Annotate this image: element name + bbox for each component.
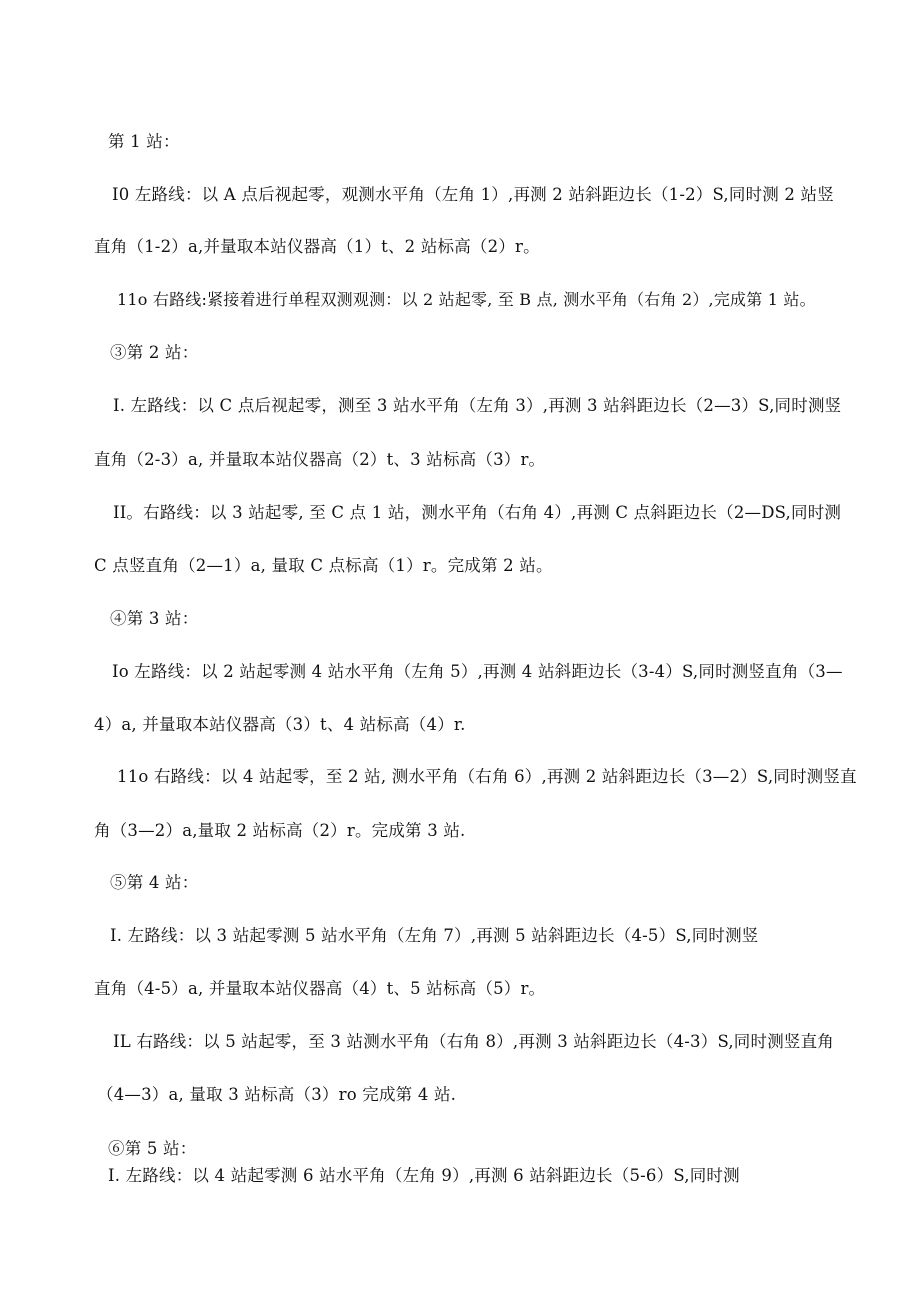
station-4-left-route-cont: 直角（4-5）a, 并量取本站仪器高（4）t、5 站标高（5）r。	[94, 979, 546, 998]
station-1-right-route: 11o 右路线:紧接着进行单程双测观测：以 2 站起零, 至 B 点, 测水平角（右角 2）,完成第 1 站。	[117, 290, 816, 309]
station-4-right-route-cont: （4—3）a, 量取 3 站标高（3）ro 完成第 4 站.	[97, 1085, 457, 1104]
station-1-heading: 第 1 站：	[108, 132, 180, 151]
station-5-left-route: I. 左路线：以 4 站起零测 6 站水平角（左角 9）,再测 6 站斜距边长（5-6）S,同时测	[108, 1166, 740, 1185]
station-3-left-route-cont: 4）a, 并量取本站仪器高（3）t、4 站标高（4）r.	[94, 715, 466, 734]
station-2-heading: ③第 2 站：	[110, 343, 199, 362]
station-2-left-route: I. 左路线：以 C 点后视起零，测至 3 站水平角（左角 3）,再测 3 站斜距边长（2—3）S,同时测竖	[113, 396, 842, 415]
station-3-right-route-cont: 角（3—2）a,量取 2 站标高（2）r。完成第 3 站.	[94, 821, 466, 840]
station-4-heading: ⑤第 4 站：	[110, 873, 199, 892]
station-1-left-route-cont: 直角（1-2）a,并量取本站仪器高（1）t、2 站标高（2）r。	[94, 237, 540, 256]
station-1-left-route: I0 左路线：以 A 点后视起零，观测水平角（左角 1）,再测 2 站斜距边长（1-2）S,同时测 2 站竖	[112, 185, 834, 204]
station-3-right-route: 11o 右路线：以 4 站起零，至 2 站, 测水平角（右角 6）,再测 2 站斜距边长（3—2）S,同时测竖直	[117, 767, 857, 786]
station-2-left-route-cont: 直角（2-3）a, 并量取本站仪器高（2）t、3 站标高（3）r。	[94, 450, 546, 469]
station-4-right-route: IL 右路线：以 5 站起零，至 3 站测水平角（右角 8）,再测 3 站斜距边长（4-3）S,同时测竖直角	[113, 1032, 835, 1051]
station-3-left-route: Io 左路线：以 2 站起零测 4 站水平角（左角 5）,再测 4 站斜距边长（3-4）S,同时测竖直角（3—	[112, 662, 843, 681]
station-3-heading: ④第 3 站：	[110, 609, 199, 628]
station-4-left-route: I. 左路线：以 3 站起零测 5 站水平角（左角 7）,再测 5 站斜距边长（4-5）S,同时测竖	[110, 926, 759, 945]
station-5-heading: ⑥第 5 站：	[108, 1139, 197, 1158]
station-2-right-route: II。右路线：以 3 站起零, 至 C 点 1 站，测水平角（右角 4）,再测 C 点斜距边长（2—DS,同时测	[113, 503, 842, 522]
station-2-right-route-cont: C 点竖直角（2—1）a, 量取 C 点标高（1）r。完成第 2 站。	[94, 556, 553, 575]
